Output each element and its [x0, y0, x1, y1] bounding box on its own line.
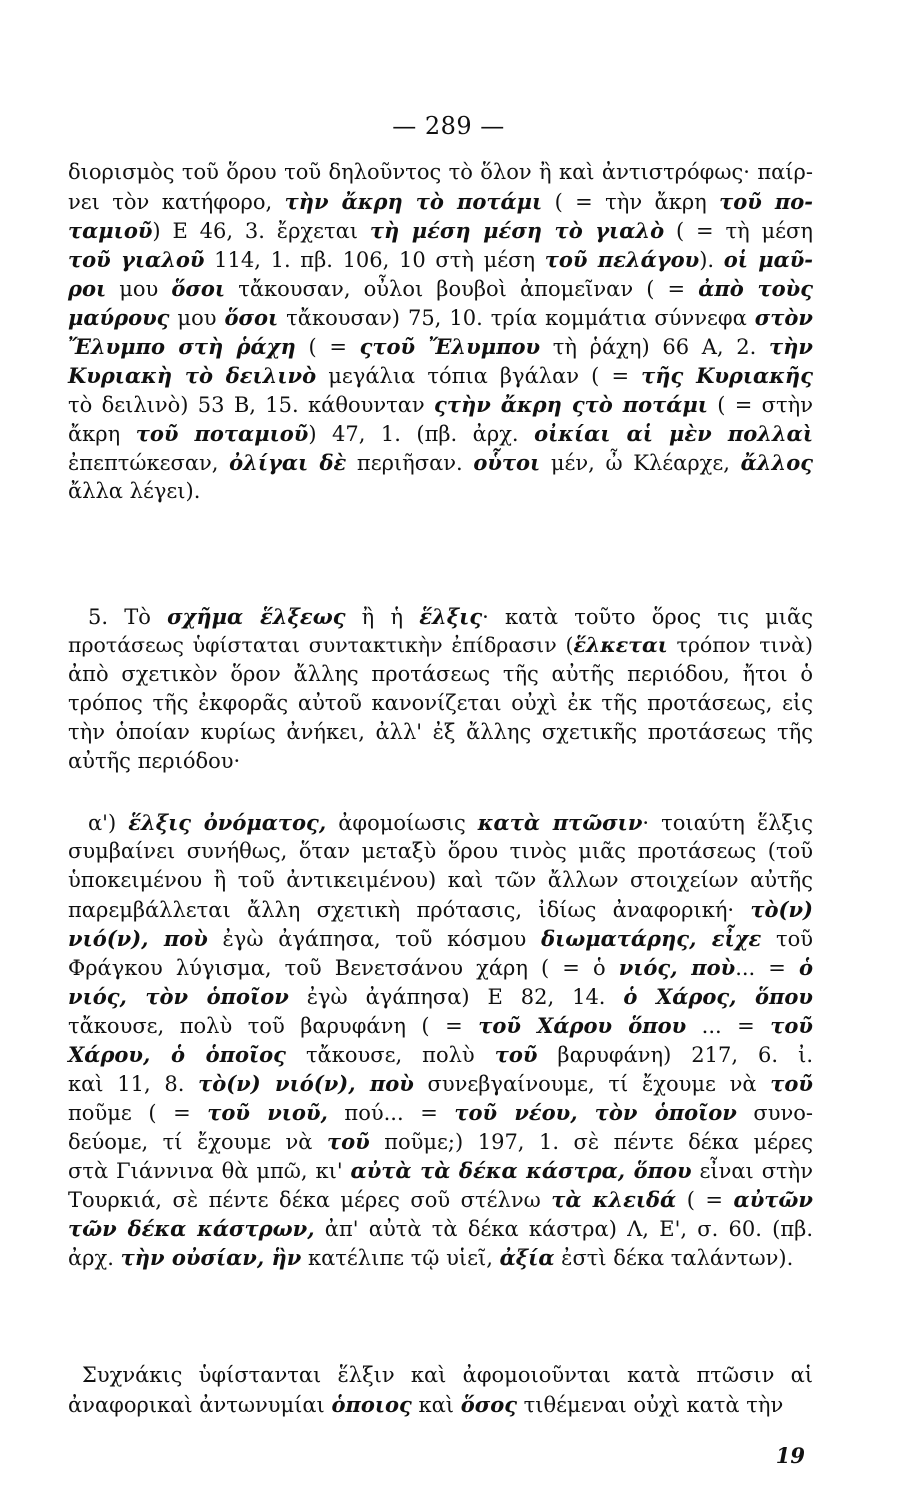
emphasis-phrase: αὐτὰ τὰ δέκα κάστρα, ὅπου [350, 1158, 692, 1183]
text-line [68, 1243, 813, 1272]
emphasis-phrase: ὅσοι [224, 305, 279, 330]
text-line [68, 953, 813, 982]
text-run: ... = [735, 956, 799, 980]
text-line [68, 303, 813, 332]
text-line [68, 361, 813, 390]
text-line [68, 631, 813, 660]
emphasis-phrase: ὀλίγαι δὲ [229, 450, 347, 475]
emphasis-phrase: ἕλκεται [573, 633, 668, 657]
paragraph-section-5 [68, 602, 813, 776]
emphasis-phrase: τοῦ Χάρου ὅπου [478, 1013, 687, 1038]
emphasis-phrase: ὅσοι [171, 276, 226, 301]
emphasis-phrase: ἕλξις ὀνόματος, [128, 810, 327, 835]
emphasis-phrase: τὴν ἄκρη τὸ ποτάμι [284, 189, 543, 214]
text-line [68, 689, 813, 718]
text-run: ) Ε 46, 3. ἔρχεται [152, 219, 370, 243]
text-run: ποῦμε ( = [68, 1101, 208, 1125]
emphasis-phrase: μαύρους [68, 305, 170, 330]
text-run: δεύομε, τί ἔχουμε νὰ [68, 1130, 327, 1154]
text-run: ἀφομοίωσις [326, 811, 478, 835]
emphasis-phrase: ςτὴν ἄκρη ςτὸ ποτάμι [434, 392, 708, 417]
text-run: τἄκουσε, πολὺ τοῦ βαρυφάνη ( = [68, 1014, 479, 1038]
text-run: μέν, ὦ Κλέαρχε, [540, 451, 741, 475]
text-run: κατέλιπε τῷ υἱεῖ, [301, 1246, 500, 1270]
text-run: · τοιαύτη ἕλξις [642, 811, 813, 835]
text-line [68, 837, 813, 866]
paragraph-subsection-a [68, 808, 813, 1272]
emphasis-phrase: αὐτῶν [733, 1187, 813, 1212]
emphasis-phrase: τὴν [769, 334, 813, 359]
text-line [68, 332, 813, 361]
text-line [68, 895, 813, 924]
emphasis-phrase: τῶν δέκα κάστρων, [68, 1216, 315, 1241]
emphasis-phrase: ἄλλος [740, 450, 813, 475]
text-run: Τουρκιά, σὲ πέντε δέκα μέρες σοῦ στέλνω [68, 1188, 552, 1212]
text-run: ( = τὴν ἄκρη [542, 190, 720, 214]
text-run: ἄκρη [68, 422, 136, 446]
emphasis-phrase: στὸν [754, 305, 813, 330]
emphasis-phrase: νιός, ποὺ [618, 955, 736, 980]
emphasis-phrase: τοῦ νέου, τὸν ὁποῖον [454, 1100, 737, 1125]
emphasis-phrase: τὸ(ν) [750, 897, 813, 922]
text-line [68, 158, 813, 187]
emphasis-phrase: ἕλξις [419, 604, 483, 629]
emphasis-phrase: νιός, τὸν ὁποῖον [68, 984, 289, 1009]
text-line [68, 866, 813, 895]
text-run: τἄκουσε, πολὺ [285, 1043, 495, 1067]
text-run: ( = [676, 1188, 734, 1212]
text-run: τρόπος τῆς ἐκφορᾶς αὐτοῦ κανονίζεται οὐχὶ ἐκ τῆς προτάσεως, εἰς [68, 691, 813, 715]
text-run: βαρυφάνη) 217, 6. ἰ. [537, 1043, 813, 1067]
text-run: τὴν ὁποίαν κυρίως ἀνήκει, ἀλλ' ἐξ ἄλλης σχετικῆς προτάσεως τῆς [68, 720, 813, 744]
text-run: τὴ ῥάχη) 66 Α, 2. [540, 335, 770, 359]
emphasis-phrase: ςτοῦ Ἔλυμπου [359, 334, 541, 359]
text-line [68, 1185, 813, 1214]
emphasis-phrase: Ἔλυμπο στὴ ῥάχη [68, 334, 296, 359]
text-run: τοῦ [761, 927, 814, 951]
emphasis-phrase: τοῦ [770, 1071, 813, 1096]
text-line [68, 982, 813, 1011]
text-run: καὶ 11, 8. [68, 1072, 199, 1096]
text-run: ἀπ' αὐτὰ τὰ δέκα κάστρα) Λ, Ε', σ. 60. (πβ. [314, 1217, 813, 1241]
text-run: τρόπον τινὰ) [667, 633, 813, 657]
text-run: ἀρχ. [68, 1246, 121, 1270]
text-run: α') [88, 811, 129, 835]
text-run: ( = [295, 335, 360, 359]
text-line [68, 718, 813, 747]
emphasis-phrase: τοῦ [494, 1042, 538, 1067]
text-run: μου [106, 277, 172, 301]
text-run: Συχνάκις ὑφίστανται ἕλξιν καὶ ἀφομοιοῦνται κατὰ πτῶσιν αἱ [82, 1363, 813, 1387]
text-line [68, 1069, 813, 1098]
text-run: τιθέμεναι οὐχὶ κατὰ τὴν [517, 1393, 784, 1417]
emphasis-phrase: ὁποιος [331, 1392, 412, 1417]
emphasis-phrase: τὰ κλειδά [551, 1187, 677, 1212]
text-line [68, 1214, 813, 1243]
text-line [68, 419, 813, 448]
text-run: συνο- [736, 1101, 814, 1125]
emphasis-phrase: οἱ μαῦ- [723, 247, 814, 272]
text-run: ἀπὸ σχετικὸν ὅρον ἄλλης προτάσεως τῆς αὐτῆς περιόδου, ἤτοι ὁ [68, 662, 813, 686]
text-run: ). [699, 248, 724, 272]
text-line [68, 808, 813, 837]
text-run: ) 47, 1. (πβ. ἀρχ. [308, 422, 535, 446]
text-run: ἄλλα λέγει). [68, 479, 201, 503]
text-run: προτάσεως ὑφίσταται συντακτικὴν ἐπίδρασιν ( [68, 633, 574, 657]
emphasis-phrase: τοῦ ποταμιοῦ [135, 421, 309, 446]
paragraph-closing [68, 1361, 813, 1419]
text-run: ἐγὼ ἀγάπησα, τοῦ κόσμου [207, 927, 542, 951]
signature-mark: 19 [775, 1443, 805, 1468]
text-run: τἄκουσαν, οὖλοι βουβοὶ ἀπομεῖναν ( = [225, 277, 699, 301]
emphasis-phrase: ὅσος [460, 1392, 517, 1417]
text-run: · κατὰ τοῦτο ὅρος τις μιᾶς [482, 605, 813, 629]
text-run: συμβαίνει συνήθως, ὅταν μεταξὺ ὅρου τινὸς μιᾶς προτάσεως (τοῦ [68, 839, 813, 863]
text-run: εἶναι στὴν [691, 1159, 813, 1183]
text-run: μου [169, 306, 225, 330]
emphasis-phrase: διωματάρης, εἶχε [541, 926, 762, 951]
emphasis-phrase: τοῦ νιοῦ, [207, 1100, 328, 1125]
emphasis-phrase: τοῦ γιαλοῦ [68, 247, 205, 272]
text-line [68, 747, 813, 776]
emphasis-phrase: οὗτοι [473, 450, 541, 475]
text-line [68, 216, 813, 245]
text-line [68, 602, 813, 631]
emphasis-phrase: Κυριακὴ τὸ δειλινὸ [68, 363, 317, 388]
text-run: 114, 1. πβ. 106, 10 στὴ μέση [204, 248, 545, 272]
emphasis-phrase: τοῦ πο- [719, 189, 813, 214]
page-number: — 289 — [392, 112, 505, 140]
text-line [68, 1011, 813, 1040]
text-run: διορισμὸς τοῦ ὅρου τοῦ δηλοῦντος τὸ ὅλον ἢ καὶ ἀντιστρόφως· παίρ- [68, 160, 813, 184]
text-run: ... = [686, 1014, 771, 1038]
emphasis-phrase: νιό(ν), ποὺ [68, 926, 208, 951]
text-run: ἐγὼ ἀγάπησα) Ε 82, 14. [288, 985, 624, 1009]
emphasis-phrase: κατὰ πτῶσιν [477, 810, 643, 835]
text-run: ὑποκειμένου ἢ τοῦ ἀντικειμένου) καὶ τῶν ἄλλων στοιχείων αὐτῆς [68, 868, 813, 892]
text-line [68, 660, 813, 689]
text-line [68, 1361, 813, 1390]
emphasis-phrase: ροι [68, 276, 107, 301]
emphasis-phrase: τὴν οὐσίαν, ἣν [120, 1245, 302, 1270]
text-line [68, 448, 813, 477]
text-run: ἐπεπτώκεσαν, [68, 451, 230, 475]
emphasis-phrase: τὴ μέση μέση τὸ γιαλὸ [369, 218, 665, 243]
text-line [68, 1156, 813, 1185]
text-run: παρεμβάλλεται ἄλλη σχετικὴ πρότασις, ἰδίως ἀναφορική· [68, 898, 751, 922]
text-run: πού... = [327, 1101, 455, 1125]
text-run: περιῆσαν. [346, 451, 474, 475]
text-run: νει τὸν κατήφορο, [68, 190, 285, 214]
text-run: τὸ δειλινὸ) 53 Β, 15. κάθουνταν [68, 393, 435, 417]
text-line [68, 477, 813, 506]
text-run: ἢ ἡ [345, 605, 420, 629]
text-run: ( = τὴ μέση [664, 219, 813, 243]
text-run: συνεβγαίνουμε, τί ἔχουμε νὰ [413, 1072, 771, 1096]
text-run: τἄκουσαν) 75, 10. τρία κομμάτια σύννεφα [278, 306, 755, 330]
paragraph-continuation [68, 158, 813, 506]
emphasis-phrase: οἰκίαι αἱ μὲν πολλαὶ [534, 421, 813, 446]
emphasis-phrase: τοῦ [770, 1013, 813, 1038]
text-line [68, 1390, 813, 1419]
emphasis-phrase: τοῦ [326, 1129, 370, 1154]
text-run: ἐστὶ δέκα ταλάντων). [554, 1246, 794, 1270]
text-run: αὐτῆς περιόδου· [68, 749, 241, 773]
text-line [68, 390, 813, 419]
text-run: ἀναφορικαὶ ἀντωνυμίαι [68, 1393, 332, 1417]
emphasis-phrase: ὁ Χάρος, ὅπου [623, 984, 814, 1009]
emphasis-phrase: τὸ(ν) νιό(ν), ποὺ [198, 1071, 414, 1096]
emphasis-phrase: ταμιοῦ [68, 218, 153, 243]
text-line [68, 1127, 813, 1156]
emphasis-phrase: τῆς Κυριακῆς [641, 363, 813, 388]
emphasis-phrase: σχῆμα ἕλξεως [167, 604, 346, 629]
text-run: μεγάλια τόπια βγάλαν ( = [316, 364, 642, 388]
text-run: στὰ Γιάννινα θὰ μπῶ, κι' [68, 1159, 351, 1183]
emphasis-phrase: ὁ [798, 955, 813, 980]
text-run: καὶ [411, 1393, 461, 1417]
text-run: 5. Τὸ [88, 605, 168, 629]
text-line [68, 924, 813, 953]
text-run: ποῦμε;) 197, 1. σὲ πέντε δέκα μέρες [369, 1130, 813, 1154]
text-line [68, 1040, 813, 1069]
text-line [68, 1098, 813, 1127]
emphasis-phrase: Χάρου, ὁ ὁποῖος [68, 1042, 286, 1067]
text-line [68, 245, 813, 274]
text-run: ( = στὴν [707, 393, 813, 417]
emphasis-phrase: τοῦ πελάγου [544, 247, 700, 272]
text-run: Φράγκου λύγισμα, τοῦ Βενετσάνου χάρη ( = ὁ [68, 956, 619, 980]
text-line [68, 187, 813, 216]
text-line [68, 274, 813, 303]
emphasis-phrase: ἀπὸ τοὺς [698, 276, 813, 301]
emphasis-phrase: ἀξία [499, 1245, 555, 1270]
